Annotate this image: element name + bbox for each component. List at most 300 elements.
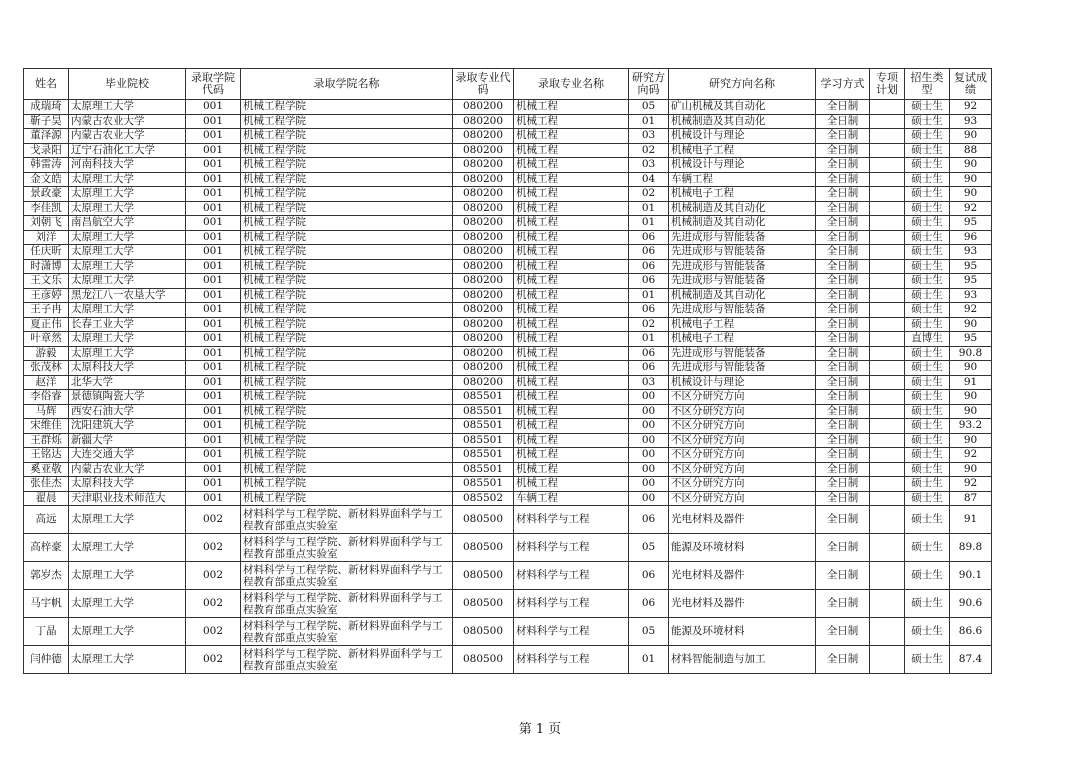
cell-study-mode: 全日制 [816, 172, 870, 187]
cell-college-code: 001 [186, 100, 241, 115]
cell-name: 李佳凯 [24, 201, 69, 216]
cell-direction-name: 不区分研究方向 [669, 448, 816, 463]
cell-college-code: 001 [186, 332, 241, 347]
table-row [24, 288, 992, 303]
cell-major-code: 080200 [453, 129, 514, 144]
cell-major-name: 机械工程 [514, 404, 629, 419]
cell-study-mode: 全日制 [816, 100, 870, 115]
cell-admission-type: 硕士生 [905, 433, 950, 448]
cell-special-plan [870, 303, 905, 318]
cell-major-code: 085501 [453, 404, 514, 419]
cell-name: 郭岁杰 [24, 562, 69, 590]
cell-score: 96 [950, 230, 992, 245]
cell-score: 93 [950, 114, 992, 129]
table-row [24, 114, 992, 129]
table-row [24, 187, 992, 202]
cell-major-code: 080500 [453, 618, 514, 646]
table-row [24, 201, 992, 216]
cell-study-mode: 全日制 [816, 114, 870, 129]
table-row [24, 448, 992, 463]
cell-special-plan [870, 346, 905, 361]
table-row [24, 303, 992, 318]
cell-college-name: 机械工程学院 [241, 332, 453, 347]
cell-study-mode: 全日制 [816, 419, 870, 434]
cell-special-plan [870, 404, 905, 419]
cell-college-name: 机械工程学院 [241, 216, 453, 231]
cell-special-plan [870, 491, 905, 506]
cell-special-plan [870, 114, 905, 129]
cell-direction-code: 03 [629, 129, 669, 144]
cell-direction-code: 06 [629, 274, 669, 289]
cell-college-code: 001 [186, 259, 241, 274]
cell-study-mode: 全日制 [816, 618, 870, 646]
cell-college-code: 002 [186, 646, 241, 674]
cell-name: 李俗睿 [24, 390, 69, 405]
cell-special-plan [870, 288, 905, 303]
cell-study-mode: 全日制 [816, 433, 870, 448]
cell-college-code: 001 [186, 216, 241, 231]
cell-study-mode: 全日制 [816, 346, 870, 361]
cell-direction-name: 不区分研究方向 [669, 462, 816, 477]
table-row [24, 375, 992, 390]
cell-name: 王铭达 [24, 448, 69, 463]
cell-major-code: 080200 [453, 288, 514, 303]
cell-special-plan [870, 317, 905, 332]
cell-score: 92 [950, 201, 992, 216]
cell-school: 太原理工大学 [69, 303, 186, 318]
cell-admission-type: 硕士生 [905, 274, 950, 289]
cell-major-name: 机械工程 [514, 448, 629, 463]
cell-admission-type: 硕士生 [905, 245, 950, 260]
cell-name: 刘洋 [24, 230, 69, 245]
cell-direction-name: 机械电子工程 [669, 332, 816, 347]
cell-admission-type: 硕士生 [905, 346, 950, 361]
cell-name: 靳子昊 [24, 114, 69, 129]
cell-study-mode: 全日制 [816, 506, 870, 534]
cell-study-mode: 全日制 [816, 230, 870, 245]
cell-direction-name: 机械设计与理论 [669, 129, 816, 144]
cell-special-plan [870, 534, 905, 562]
cell-major-name: 机械工程 [514, 259, 629, 274]
cell-college-code: 001 [186, 375, 241, 390]
cell-name: 王彦婷 [24, 288, 69, 303]
cell-name: 王文乐 [24, 274, 69, 289]
cell-score: 90 [950, 390, 992, 405]
cell-admission-type: 硕士生 [905, 288, 950, 303]
table-row [24, 172, 992, 187]
cell-name: 闫仲德 [24, 646, 69, 674]
cell-name: 董泽源 [24, 129, 69, 144]
table-row [24, 590, 992, 618]
cell-direction-name: 机械电子工程 [669, 187, 816, 202]
cell-special-plan [870, 245, 905, 260]
cell-study-mode: 全日制 [816, 259, 870, 274]
cell-admission-type: 硕士生 [905, 114, 950, 129]
cell-college-code: 001 [186, 230, 241, 245]
table-row [24, 100, 992, 115]
cell-name: 戈录阳 [24, 143, 69, 158]
cell-admission-type: 硕士生 [905, 419, 950, 434]
cell-major-code: 080200 [453, 317, 514, 332]
cell-score: 90.6 [950, 590, 992, 618]
cell-college-name: 材料科学与工程学院、新材料界面科学与工程教育部重点实验室 [241, 506, 453, 534]
cell-direction-code: 00 [629, 448, 669, 463]
cell-major-code: 080200 [453, 143, 514, 158]
cell-special-plan [870, 172, 905, 187]
cell-score: 88 [950, 143, 992, 158]
cell-special-plan [870, 506, 905, 534]
cell-direction-code: 01 [629, 646, 669, 674]
cell-school: 景德镇陶瓷大学 [69, 390, 186, 405]
cell-name: 刘朝飞 [24, 216, 69, 231]
cell-major-name: 机械工程 [514, 172, 629, 187]
cell-school: 太原理工大学 [69, 346, 186, 361]
cell-major-code: 080200 [453, 346, 514, 361]
table-row [24, 245, 992, 260]
cell-score: 90 [950, 404, 992, 419]
cell-name: 王群烁 [24, 433, 69, 448]
cell-school: 太原理工大学 [69, 646, 186, 674]
cell-major-code: 080200 [453, 274, 514, 289]
cell-direction-name: 材料智能制造与加工 [669, 646, 816, 674]
cell-score: 90 [950, 433, 992, 448]
cell-score: 90 [950, 158, 992, 173]
cell-major-code: 080200 [453, 172, 514, 187]
page-number: 第 1 页 [518, 722, 562, 737]
table-row [24, 491, 992, 506]
cell-study-mode: 全日制 [816, 216, 870, 231]
cell-direction-name: 先进成形与智能装备 [669, 346, 816, 361]
cell-school: 太原理工大学 [69, 245, 186, 260]
cell-major-code: 085502 [453, 491, 514, 506]
cell-major-code: 080200 [453, 187, 514, 202]
cell-direction-code: 02 [629, 317, 669, 332]
cell-college-code: 001 [186, 274, 241, 289]
cell-name: 张茂林 [24, 361, 69, 376]
cell-major-code: 085501 [453, 419, 514, 434]
cell-direction-code: 02 [629, 143, 669, 158]
cell-direction-name: 车辆工程 [669, 172, 816, 187]
cell-special-plan [870, 562, 905, 590]
cell-score: 90 [950, 187, 992, 202]
cell-college-code: 002 [186, 618, 241, 646]
cell-major-code: 080500 [453, 646, 514, 674]
cell-major-code: 080500 [453, 590, 514, 618]
cell-major-name: 机械工程 [514, 129, 629, 144]
cell-college-name: 机械工程学院 [241, 259, 453, 274]
cell-direction-code: 06 [629, 361, 669, 376]
header-major-code: 录取专业代码 [453, 69, 514, 100]
cell-major-name: 机械工程 [514, 114, 629, 129]
cell-direction-code: 06 [629, 562, 669, 590]
cell-study-mode: 全日制 [816, 129, 870, 144]
cell-college-code: 002 [186, 590, 241, 618]
cell-school: 太原理工大学 [69, 201, 186, 216]
cell-college-name: 机械工程学院 [241, 230, 453, 245]
cell-admission-type: 硕士生 [905, 375, 950, 390]
cell-major-code: 080200 [453, 158, 514, 173]
cell-admission-type: 硕士生 [905, 216, 950, 231]
cell-major-code: 085501 [453, 448, 514, 463]
cell-admission-type: 硕士生 [905, 158, 950, 173]
cell-school: 内蒙古农业大学 [69, 129, 186, 144]
cell-score: 93 [950, 245, 992, 260]
cell-college-name: 材料科学与工程学院、新材料界面科学与工程教育部重点实验室 [241, 562, 453, 590]
cell-study-mode: 全日制 [816, 390, 870, 405]
cell-direction-code: 02 [629, 187, 669, 202]
cell-special-plan [870, 230, 905, 245]
cell-school: 太原理工大学 [69, 562, 186, 590]
cell-college-name: 材料科学与工程学院、新材料界面科学与工程教育部重点实验室 [241, 618, 453, 646]
cell-school: 大连交通大学 [69, 448, 186, 463]
cell-direction-name: 机械设计与理论 [669, 158, 816, 173]
cell-major-name: 材料科学与工程 [514, 506, 629, 534]
cell-name: 景政豪 [24, 187, 69, 202]
cell-name: 翟晨 [24, 491, 69, 506]
cell-admission-type: 硕士生 [905, 172, 950, 187]
cell-score: 95 [950, 216, 992, 231]
cell-study-mode: 全日制 [816, 562, 870, 590]
cell-special-plan [870, 129, 905, 144]
cell-college-name: 机械工程学院 [241, 114, 453, 129]
cell-admission-type: 硕士生 [905, 618, 950, 646]
cell-study-mode: 全日制 [816, 448, 870, 463]
cell-direction-name: 不区分研究方向 [669, 491, 816, 506]
cell-college-name: 机械工程学院 [241, 100, 453, 115]
cell-direction-code: 01 [629, 114, 669, 129]
cell-direction-name: 光电材料及器件 [669, 562, 816, 590]
cell-direction-name: 不区分研究方向 [669, 404, 816, 419]
cell-direction-name: 先进成形与智能装备 [669, 361, 816, 376]
cell-major-name: 材料科学与工程 [514, 646, 629, 674]
cell-direction-name: 光电材料及器件 [669, 590, 816, 618]
cell-major-name: 机械工程 [514, 274, 629, 289]
cell-special-plan [870, 187, 905, 202]
cell-direction-name: 能源及环境材料 [669, 534, 816, 562]
cell-special-plan [870, 390, 905, 405]
cell-admission-type: 硕士生 [905, 317, 950, 332]
cell-college-name: 机械工程学院 [241, 172, 453, 187]
cell-school: 太原理工大学 [69, 100, 186, 115]
cell-college-code: 001 [186, 346, 241, 361]
cell-college-name: 机械工程学院 [241, 390, 453, 405]
cell-school: 太原理工大学 [69, 618, 186, 646]
cell-name: 叶章然 [24, 332, 69, 347]
cell-major-name: 机械工程 [514, 303, 629, 318]
header-admission-type: 招生类型 [905, 69, 950, 100]
cell-study-mode: 全日制 [816, 274, 870, 289]
cell-college-name: 材料科学与工程学院、新材料界面科学与工程教育部重点实验室 [241, 646, 453, 674]
table-row [24, 433, 992, 448]
cell-score: 89.8 [950, 534, 992, 562]
cell-score: 90.1 [950, 562, 992, 590]
cell-school: 太原理工大学 [69, 332, 186, 347]
cell-major-name: 机械工程 [514, 419, 629, 434]
cell-college-code: 001 [186, 419, 241, 434]
cell-major-code: 080200 [453, 375, 514, 390]
cell-major-name: 机械工程 [514, 158, 629, 173]
table-row [24, 158, 992, 173]
cell-direction-name: 光电材料及器件 [669, 506, 816, 534]
cell-major-name: 机械工程 [514, 230, 629, 245]
table-row [24, 361, 992, 376]
cell-admission-type: 硕士生 [905, 506, 950, 534]
cell-admission-type: 直博生 [905, 332, 950, 347]
cell-direction-code: 06 [629, 245, 669, 260]
cell-major-name: 机械工程 [514, 433, 629, 448]
cell-major-code: 080200 [453, 100, 514, 115]
cell-study-mode: 全日制 [816, 375, 870, 390]
cell-direction-code: 00 [629, 419, 669, 434]
cell-school: 南昌航空大学 [69, 216, 186, 231]
cell-school: 太原理工大学 [69, 506, 186, 534]
cell-special-plan [870, 462, 905, 477]
cell-admission-type: 硕士生 [905, 534, 950, 562]
cell-special-plan [870, 274, 905, 289]
cell-college-name: 材料科学与工程学院、新材料界面科学与工程教育部重点实验室 [241, 534, 453, 562]
cell-direction-name: 机械制造及其自动化 [669, 114, 816, 129]
cell-direction-code: 01 [629, 216, 669, 231]
cell-admission-type: 硕士生 [905, 491, 950, 506]
table-row [24, 259, 992, 274]
cell-study-mode: 全日制 [816, 303, 870, 318]
cell-major-name: 机械工程 [514, 187, 629, 202]
cell-college-code: 001 [186, 317, 241, 332]
cell-major-name: 机械工程 [514, 361, 629, 376]
cell-special-plan [870, 618, 905, 646]
cell-direction-code: 06 [629, 230, 669, 245]
cell-college-code: 001 [186, 143, 241, 158]
cell-college-name: 机械工程学院 [241, 317, 453, 332]
cell-special-plan [870, 590, 905, 618]
cell-school: 西安石油大学 [69, 404, 186, 419]
cell-score: 93 [950, 288, 992, 303]
cell-name: 夏正伟 [24, 317, 69, 332]
cell-college-code: 001 [186, 288, 241, 303]
cell-study-mode: 全日制 [816, 158, 870, 173]
cell-study-mode: 全日制 [816, 288, 870, 303]
table-row [24, 562, 992, 590]
cell-admission-type: 硕士生 [905, 361, 950, 376]
cell-admission-type: 硕士生 [905, 646, 950, 674]
table-row [24, 462, 992, 477]
cell-school: 太原科技大学 [69, 477, 186, 492]
header-major-name: 录取专业名称 [514, 69, 629, 100]
cell-school: 北华大学 [69, 375, 186, 390]
cell-admission-type: 硕士生 [905, 230, 950, 245]
cell-direction-code: 00 [629, 491, 669, 506]
cell-direction-code: 00 [629, 433, 669, 448]
cell-direction-name: 不区分研究方向 [669, 477, 816, 492]
cell-major-name: 机械工程 [514, 346, 629, 361]
cell-special-plan [870, 332, 905, 347]
cell-score: 92 [950, 448, 992, 463]
cell-major-code: 080200 [453, 245, 514, 260]
header-college-code: 录取学院代码 [186, 69, 241, 100]
cell-score: 91 [950, 375, 992, 390]
cell-college-code: 001 [186, 114, 241, 129]
cell-direction-code: 06 [629, 590, 669, 618]
cell-major-name: 机械工程 [514, 317, 629, 332]
cell-study-mode: 全日制 [816, 201, 870, 216]
cell-study-mode: 全日制 [816, 187, 870, 202]
cell-score: 90 [950, 317, 992, 332]
cell-college-name: 机械工程学院 [241, 448, 453, 463]
cell-major-code: 080200 [453, 259, 514, 274]
cell-direction-code: 06 [629, 303, 669, 318]
cell-score: 92 [950, 477, 992, 492]
table-row [24, 216, 992, 231]
cell-direction-name: 机械制造及其自动化 [669, 201, 816, 216]
cell-college-name: 机械工程学院 [241, 433, 453, 448]
cell-major-name: 材料科学与工程 [514, 618, 629, 646]
cell-study-mode: 全日制 [816, 361, 870, 376]
cell-school: 太原理工大学 [69, 187, 186, 202]
cell-college-code: 001 [186, 303, 241, 318]
cell-study-mode: 全日制 [816, 534, 870, 562]
cell-study-mode: 全日制 [816, 477, 870, 492]
cell-score: 92 [950, 100, 992, 115]
cell-direction-name: 先进成形与智能装备 [669, 274, 816, 289]
cell-direction-name: 机械设计与理论 [669, 375, 816, 390]
cell-name: 游毅 [24, 346, 69, 361]
cell-college-code: 001 [186, 477, 241, 492]
header-special-plan: 专项计划 [870, 69, 905, 100]
cell-special-plan [870, 419, 905, 434]
cell-college-code: 001 [186, 491, 241, 506]
cell-name: 成瑞琦 [24, 100, 69, 115]
table-row [24, 618, 992, 646]
cell-special-plan [870, 646, 905, 674]
cell-special-plan [870, 259, 905, 274]
cell-major-code: 080200 [453, 361, 514, 376]
cell-college-name: 机械工程学院 [241, 187, 453, 202]
cell-name: 张佳杰 [24, 477, 69, 492]
cell-major-name: 机械工程 [514, 100, 629, 115]
table-row [24, 646, 992, 674]
cell-score: 90 [950, 462, 992, 477]
cell-college-name: 机械工程学院 [241, 404, 453, 419]
cell-direction-code: 06 [629, 259, 669, 274]
cell-direction-name: 不区分研究方向 [669, 419, 816, 434]
cell-name: 时潇博 [24, 259, 69, 274]
cell-score: 95 [950, 332, 992, 347]
cell-major-name: 机械工程 [514, 201, 629, 216]
header-study-mode: 学习方式 [816, 69, 870, 100]
cell-college-code: 001 [186, 361, 241, 376]
cell-name: 马辉 [24, 404, 69, 419]
cell-score: 90 [950, 361, 992, 376]
cell-special-plan [870, 375, 905, 390]
cell-major-code: 085501 [453, 477, 514, 492]
cell-college-code: 001 [186, 390, 241, 405]
cell-direction-code: 01 [629, 201, 669, 216]
cell-major-code: 085501 [453, 462, 514, 477]
cell-score: 92 [950, 303, 992, 318]
cell-college-name: 机械工程学院 [241, 274, 453, 289]
cell-college-code: 002 [186, 534, 241, 562]
cell-major-name: 机械工程 [514, 462, 629, 477]
cell-study-mode: 全日制 [816, 590, 870, 618]
cell-direction-name: 机械制造及其自动化 [669, 216, 816, 231]
cell-admission-type: 硕士生 [905, 390, 950, 405]
cell-direction-code: 01 [629, 332, 669, 347]
cell-major-code: 080500 [453, 506, 514, 534]
cell-college-name: 机械工程学院 [241, 143, 453, 158]
table-row [24, 404, 992, 419]
cell-direction-code: 06 [629, 346, 669, 361]
cell-major-code: 080500 [453, 562, 514, 590]
